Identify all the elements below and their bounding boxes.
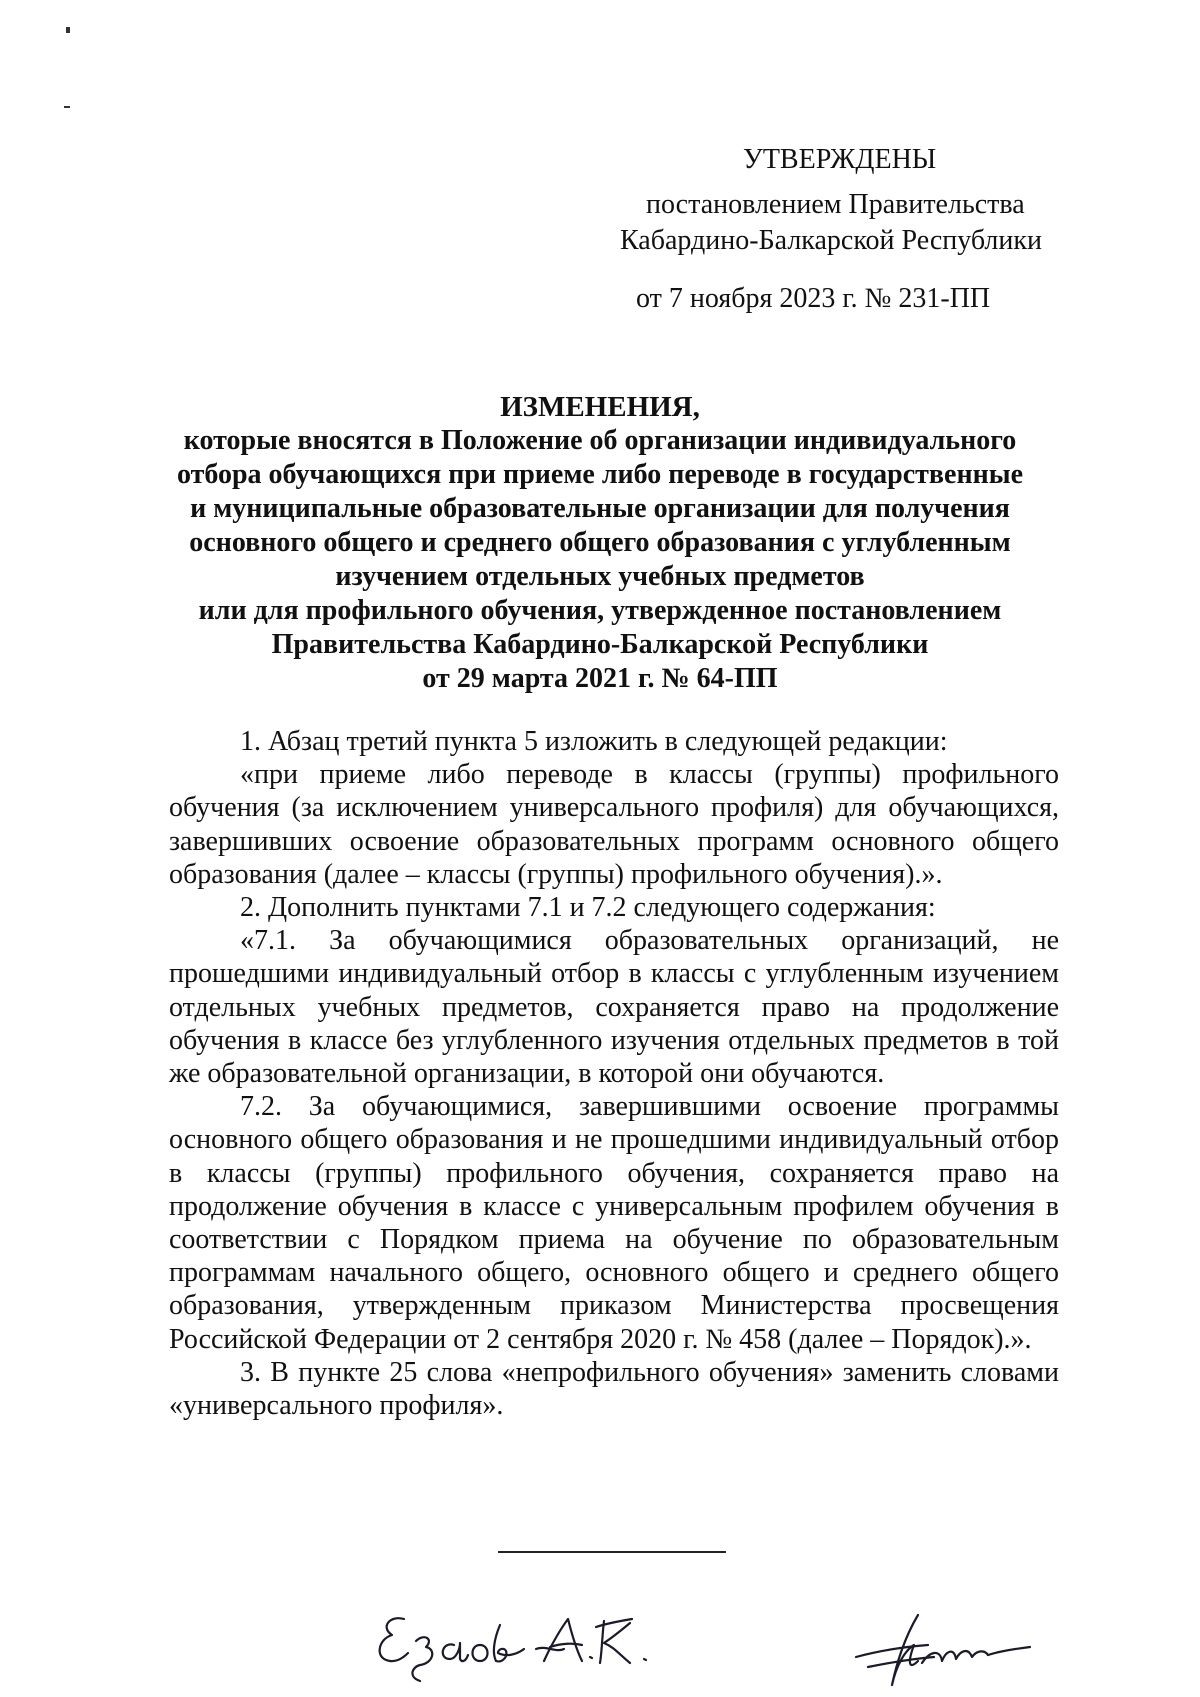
title-line: отбора обучающихся при приеме либо переводе в государственные xyxy=(176,459,1024,490)
title-line: изучением отдельных учебных предметов xyxy=(335,561,865,592)
title-main: ИЗМЕНЕНИЯ, xyxy=(500,391,700,423)
paragraph-quote-item-5: «при приеме либо переводе в классы (группы) профильного обучения (за исключением универсального профиля) для обучающихся, завершивших освоение образовательных программ основного общего образования (далее – классы (группы) профильного обучения).». xyxy=(169,759,1059,890)
title-line: или для профильного обучения, утвержденное постановлением xyxy=(198,595,1002,626)
decree-line-2: Кабардино-Балкарской Республики xyxy=(620,225,1042,256)
scan-speck xyxy=(64,106,70,108)
title-line: Правительства Кабардино-Балкарской Республики xyxy=(271,629,929,660)
paragraph-point-7-1: «7.1. За обучающимися образовательных организаций, не прошедшими индивидуальный отбор в классы с углубленным изучением отдельных учебных предметов, сохраняется право на продолжение обучения в классе без углубленного изучения отдельных предметов в той же образовательной организации, в которой они обучаются. xyxy=(169,925,1059,1090)
title-line: которые вносятся в Положение об организации индивидуального xyxy=(183,425,1017,456)
document-title xyxy=(0,390,1200,696)
paragraph-point-7-2: 7.2. За обучающимися, завершившими освоение программы основного общего образования и не прошедшими индивидуальный отбор в классы (группы) профильного обучения, сохраняется право на продолжение обучения в классе с универсальным профилем обучения в соответствии с Порядком приема на обучение по образовательным программам начального общего, основного общего и среднего общего образования, утвержденным приказом Министерства просвещения Российской Федерации от 2 сентября 2020 г. № 458 (далее – Порядок).». xyxy=(169,1091,1059,1355)
separator-line xyxy=(498,1551,726,1553)
handwritten-name-signature xyxy=(368,1597,668,1689)
decree-date: от 7 ноября 2023 г. № 231-ПП xyxy=(636,283,991,314)
paragraph-item-1: 1. Абзац третий пункта 5 изложить в следующей редакции: xyxy=(240,726,948,757)
title-line: основного общего и среднего общего образования с углубленным xyxy=(189,527,1011,558)
scan-speck xyxy=(66,27,70,33)
handwritten-signature xyxy=(848,1605,1038,1697)
paragraph-item-2: 2. Дополнить пунктами 7.1 и 7.2 следующего содержания: xyxy=(240,892,936,924)
paragraph-item-3: 3. В пункте 25 слова «непрофильного обучения» заменить словами «универсального профиля». xyxy=(169,1356,1059,1422)
title-line: от 29 марта 2021 г. № 64-ПП xyxy=(422,663,778,694)
title-line: и муниципальные образовательные организации для получения xyxy=(190,493,1010,524)
approved-word: УТВЕРЖДЕНЫ xyxy=(743,144,937,175)
document-body xyxy=(169,725,1059,1422)
decree-line-1: постановлением Правительства xyxy=(646,189,1025,220)
